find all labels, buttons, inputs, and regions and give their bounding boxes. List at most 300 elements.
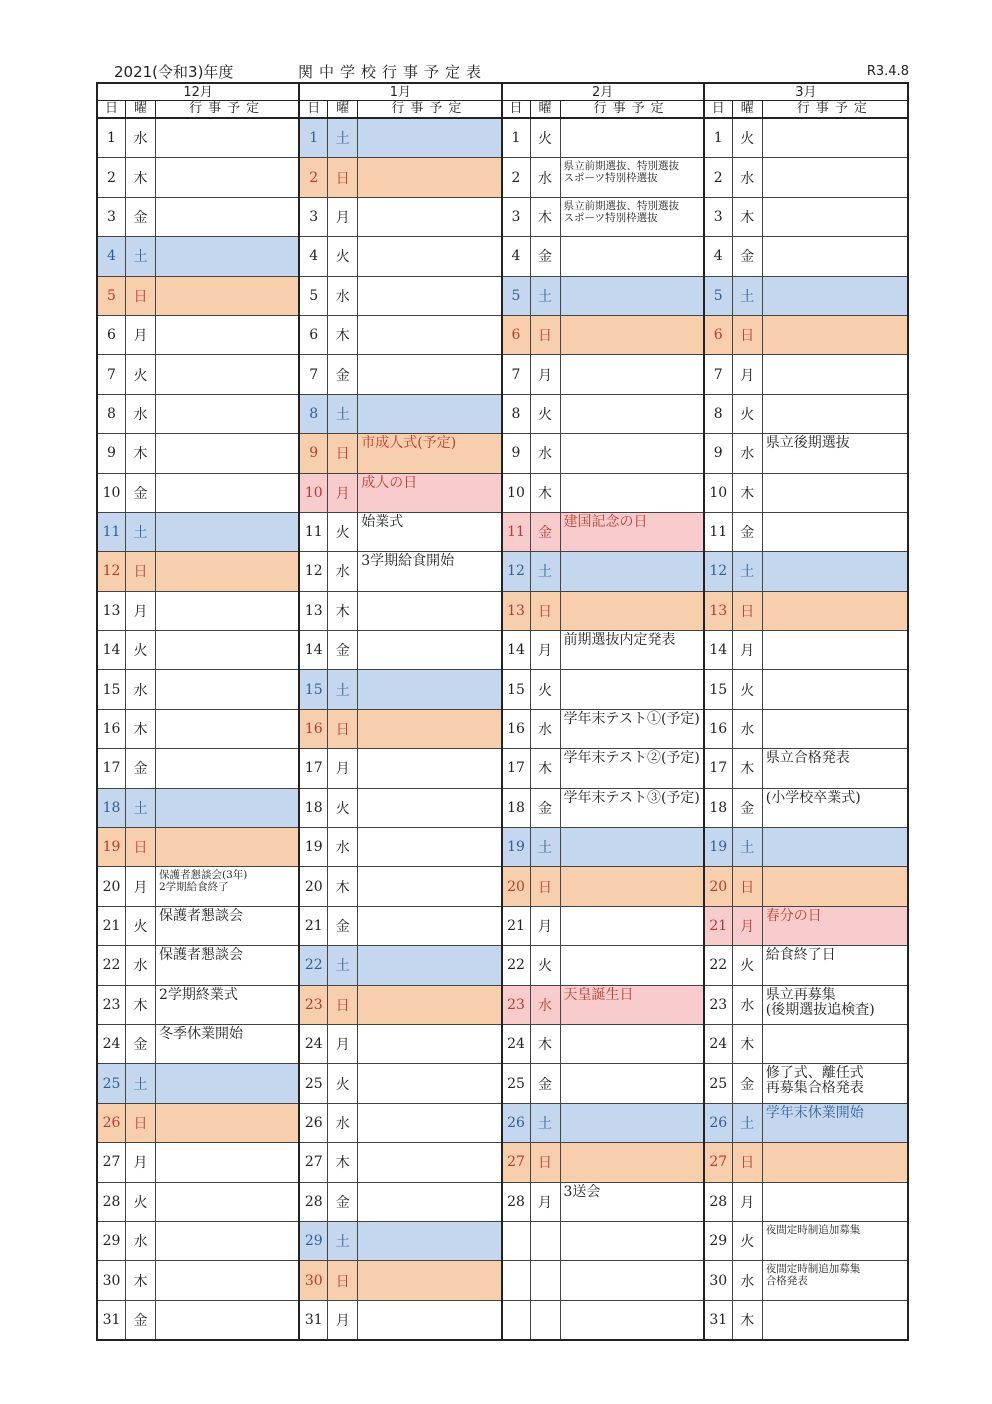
weekday: 水	[531, 986, 561, 1024]
day-number: 20	[300, 867, 328, 905]
day-row	[98, 1025, 298, 1064]
day-number: 23	[705, 986, 733, 1024]
weekday: 月	[531, 631, 561, 669]
event-text	[156, 749, 298, 787]
day-number: 28	[98, 1183, 126, 1221]
day-number	[503, 1301, 531, 1339]
day-number: 9	[503, 434, 531, 472]
weekday: 日	[328, 710, 358, 748]
weekday: 木	[126, 434, 156, 472]
day-row	[503, 710, 703, 749]
day-number: 27	[98, 1143, 126, 1181]
event-text	[358, 1104, 500, 1142]
weekday: 木	[531, 749, 561, 787]
day-row	[98, 789, 298, 828]
weekday: 日	[531, 867, 561, 905]
day-number: 16	[705, 710, 733, 748]
event-text	[358, 277, 500, 315]
day-number: 4	[98, 237, 126, 275]
day-number: 29	[705, 1222, 733, 1260]
day-number: 16	[300, 710, 328, 748]
day-row	[705, 474, 907, 513]
day-number: 21	[98, 907, 126, 945]
day-row	[503, 1025, 703, 1064]
day-row	[503, 1143, 703, 1182]
day-number: 7	[503, 355, 531, 393]
day-row	[98, 1261, 298, 1300]
weekday: 土	[733, 828, 763, 866]
event-text: 学年末テスト①(予定)	[563, 710, 700, 727]
day-rows	[98, 119, 298, 1339]
day-row	[705, 198, 907, 237]
event-text	[156, 1261, 298, 1299]
day-row	[705, 1104, 907, 1143]
day-row	[503, 395, 703, 434]
day-number: 6	[705, 316, 733, 354]
day-number: 24	[98, 1025, 126, 1063]
event-text: 3送会	[563, 1183, 601, 1200]
day-row	[705, 277, 907, 316]
weekday: 木	[328, 316, 358, 354]
weekday: 日	[328, 434, 358, 472]
weekday: 金	[328, 355, 358, 393]
weekday: 金	[733, 789, 763, 827]
weekday: 土	[328, 395, 358, 433]
day-number: 15	[98, 670, 126, 708]
weekday: 木	[126, 158, 156, 196]
day-number: 21	[705, 907, 733, 945]
event-text	[561, 1025, 703, 1063]
weekday: 日	[328, 158, 358, 196]
event-text: 成人の日	[361, 474, 418, 491]
day-number: 20	[98, 867, 126, 905]
day-number: 28	[705, 1183, 733, 1221]
day-row	[705, 1261, 907, 1300]
day-number: 18	[503, 789, 531, 827]
day-number: 17	[300, 749, 328, 787]
weekday: 月	[328, 1025, 358, 1063]
event-text	[561, 277, 703, 315]
day-number: 13	[98, 592, 126, 630]
event-text: 2学期終業式	[159, 986, 238, 1003]
weekday: 土	[733, 277, 763, 315]
day-row	[300, 710, 500, 749]
weekday: 水	[328, 552, 358, 590]
weekday: 土	[126, 789, 156, 827]
event-text: 天皇誕生日	[563, 986, 634, 1003]
weekday: 金	[328, 907, 358, 945]
day-header: 日	[503, 101, 531, 117]
day-row	[503, 749, 703, 788]
event-text	[763, 1183, 907, 1221]
day-number: 30	[98, 1261, 126, 1299]
day-number: 9	[705, 434, 733, 472]
day-row	[705, 986, 907, 1025]
weekday: 金	[328, 631, 358, 669]
event-text: 県立合格発表	[765, 750, 850, 767]
day-number: 21	[503, 907, 531, 945]
day-number: 31	[705, 1301, 733, 1339]
event-text: 春分の日	[765, 907, 822, 924]
day-row	[300, 670, 500, 709]
day-row	[705, 907, 907, 946]
weekday: 水	[126, 119, 156, 157]
event-text	[156, 1143, 298, 1181]
event-text	[358, 907, 500, 945]
weekday: 日	[531, 1143, 561, 1181]
day-number: 8	[705, 395, 733, 433]
weekday: 土	[126, 237, 156, 275]
event-text	[763, 670, 907, 708]
day-row	[98, 828, 298, 867]
event-text	[358, 1222, 500, 1260]
weekday: 火	[126, 631, 156, 669]
weekday	[531, 1261, 561, 1299]
weekday: 水	[531, 158, 561, 196]
day-row	[503, 986, 703, 1025]
day-number: 5	[705, 277, 733, 315]
weekday: 火	[126, 355, 156, 393]
day-row	[98, 237, 298, 276]
weekday: 月	[126, 316, 156, 354]
day-row	[300, 1183, 500, 1222]
event-text	[358, 1143, 500, 1181]
weekday: 日	[733, 867, 763, 905]
weekday: 土	[328, 946, 358, 984]
day-row	[705, 592, 907, 631]
day-row	[300, 1301, 500, 1339]
day-number: 10	[705, 474, 733, 512]
day-number: 8	[300, 395, 328, 433]
event-text	[561, 237, 703, 275]
event-text	[763, 592, 907, 630]
day-number: 1	[503, 119, 531, 157]
event-text: 前期選抜内定発表	[563, 632, 676, 649]
day-number: 11	[705, 513, 733, 551]
day-row	[300, 749, 500, 788]
day-number: 24	[503, 1025, 531, 1063]
weekday: 木	[126, 710, 156, 748]
weekday: 火	[733, 395, 763, 433]
event-text	[156, 1183, 298, 1221]
day-number: 5	[98, 277, 126, 315]
weekday: 日	[126, 1104, 156, 1142]
title-row	[96, 62, 909, 82]
day-row	[503, 1183, 703, 1222]
day-row	[503, 670, 703, 709]
event-text	[156, 828, 298, 866]
day-number: 19	[300, 828, 328, 866]
day-number: 4	[300, 237, 328, 275]
day-row	[98, 670, 298, 709]
weekday: 木	[733, 1025, 763, 1063]
day-row	[503, 907, 703, 946]
day-number: 22	[98, 946, 126, 984]
weekday: 日	[733, 1143, 763, 1181]
day-row	[705, 316, 907, 355]
weekday: 金	[531, 789, 561, 827]
event-text: (小学校卒業式)	[765, 789, 861, 806]
day-row	[503, 1064, 703, 1103]
day-number: 25	[98, 1064, 126, 1102]
weekday	[531, 1222, 561, 1260]
event-text	[561, 552, 703, 590]
day-number: 13	[503, 592, 531, 630]
events-header: 行事予定	[593, 101, 670, 116]
events-header: 行事予定	[391, 101, 468, 116]
event-text: 保護者懇談会	[159, 947, 243, 964]
day-row	[705, 1183, 907, 1222]
event-text	[358, 198, 500, 236]
weekday: 木	[328, 1143, 358, 1181]
event-text	[763, 198, 907, 236]
event-text	[763, 395, 907, 433]
weekday: 木	[531, 1025, 561, 1063]
day-number: 28	[503, 1183, 531, 1221]
event-text	[561, 1143, 703, 1181]
event-text	[763, 277, 907, 315]
day-row	[503, 277, 703, 316]
weekday: 水	[733, 158, 763, 196]
weekday: 火	[328, 237, 358, 275]
event-text	[358, 789, 500, 827]
day-row	[503, 1301, 703, 1339]
day-number: 13	[705, 592, 733, 630]
weekday: 日	[531, 316, 561, 354]
day-number: 10	[300, 474, 328, 512]
event-text: 保護者懇談会	[159, 907, 243, 924]
event-text	[561, 1301, 703, 1339]
event-text	[561, 355, 703, 393]
event-text: 県立前期選抜、特別選抜 スポーツ特別枠選抜	[563, 160, 679, 185]
day-number: 5	[300, 277, 328, 315]
day-row	[705, 1301, 907, 1339]
weekday: 金	[733, 1064, 763, 1102]
event-text	[561, 395, 703, 433]
day-number: 25	[503, 1064, 531, 1102]
weekday: 木	[531, 474, 561, 512]
event-text: 学年末テスト②(予定)	[563, 750, 700, 767]
day-number: 27	[705, 1143, 733, 1181]
day-number: 30	[300, 1261, 328, 1299]
weekday: 土	[531, 828, 561, 866]
day-row	[705, 631, 907, 670]
day-number: 2	[300, 158, 328, 196]
weekday: 月	[531, 1183, 561, 1221]
day-row	[300, 828, 500, 867]
day-row	[300, 592, 500, 631]
weekday: 日	[733, 316, 763, 354]
event-text	[156, 434, 298, 472]
day-row	[98, 119, 298, 158]
weekday: 火	[733, 670, 763, 708]
event-text	[358, 710, 500, 748]
day-row	[300, 277, 500, 316]
weekday: 水	[126, 1222, 156, 1260]
event-text: 保護者懇談会(3年) 2学期給食終了	[159, 869, 248, 894]
day-number: 16	[503, 710, 531, 748]
day-number: 24	[300, 1025, 328, 1063]
weekday: 月	[328, 474, 358, 512]
event-text	[358, 670, 500, 708]
day-number: 15	[503, 670, 531, 708]
day-row	[503, 198, 703, 237]
day-row	[300, 158, 500, 197]
event-text	[156, 513, 298, 551]
event-text	[561, 907, 703, 945]
event-text	[358, 1261, 500, 1299]
event-text	[763, 867, 907, 905]
event-text	[358, 316, 500, 354]
day-number: 4	[705, 237, 733, 275]
day-row	[503, 1261, 703, 1300]
day-row	[98, 1301, 298, 1339]
day-row	[705, 355, 907, 394]
day-number: 31	[98, 1301, 126, 1339]
event-text	[358, 1025, 500, 1063]
day-row	[98, 1183, 298, 1222]
event-text	[358, 1301, 500, 1339]
event-text	[561, 1261, 703, 1299]
weekday: 火	[733, 119, 763, 157]
day-row	[503, 946, 703, 985]
day-number: 19	[98, 828, 126, 866]
day-number: 26	[300, 1104, 328, 1142]
event-text	[763, 513, 907, 551]
day-row	[705, 670, 907, 709]
event-text	[156, 237, 298, 275]
day-row	[300, 395, 500, 434]
day-row	[705, 1222, 907, 1261]
month-column-2	[300, 84, 502, 1339]
weekday: 土	[328, 119, 358, 157]
day-row	[705, 789, 907, 828]
event-text	[358, 119, 500, 157]
event-text	[561, 1064, 703, 1102]
day-number: 16	[98, 710, 126, 748]
day-number: 28	[300, 1183, 328, 1221]
weekday: 火	[328, 789, 358, 827]
weekday: 土	[531, 552, 561, 590]
weekday: 日	[531, 592, 561, 630]
weekday-header: 曜	[328, 101, 358, 117]
day-row	[98, 316, 298, 355]
day-row	[98, 434, 298, 473]
day-row	[503, 1104, 703, 1143]
day-number: 23	[503, 986, 531, 1024]
day-number: 11	[98, 513, 126, 551]
weekday: 金	[531, 1064, 561, 1102]
event-text: 3学期給食開始	[361, 553, 455, 570]
weekday	[531, 1301, 561, 1339]
weekday: 土	[531, 1104, 561, 1142]
column-headers	[503, 101, 703, 119]
day-row	[705, 946, 907, 985]
day-number	[503, 1222, 531, 1260]
weekday: 月	[328, 749, 358, 787]
weekday: 土	[126, 1064, 156, 1102]
day-header: 日	[98, 101, 126, 117]
column-headers	[705, 101, 907, 119]
day-number: 8	[98, 395, 126, 433]
weekday: 金	[126, 1301, 156, 1339]
event-text	[763, 1143, 907, 1181]
event-text: 給食終了日	[765, 947, 836, 964]
day-number: 2	[503, 158, 531, 196]
weekday: 日	[126, 552, 156, 590]
day-row	[300, 434, 500, 473]
month-title: 12月	[98, 84, 298, 101]
weekday: 月	[733, 1183, 763, 1221]
day-row	[98, 198, 298, 237]
day-row	[300, 946, 500, 985]
day-number: 7	[705, 355, 733, 393]
day-row	[300, 119, 500, 158]
weekday: 日	[328, 986, 358, 1024]
event-text	[156, 198, 298, 236]
day-row	[705, 434, 907, 473]
day-row	[98, 907, 298, 946]
event-text	[358, 749, 500, 787]
day-number: 11	[300, 513, 328, 551]
day-number: 17	[705, 749, 733, 787]
weekday: 木	[733, 474, 763, 512]
day-number: 21	[300, 907, 328, 945]
day-row	[300, 316, 500, 355]
event-text	[156, 355, 298, 393]
day-number: 26	[503, 1104, 531, 1142]
weekday: 水	[733, 434, 763, 472]
event-text: 夜間定時制追加募集	[765, 1223, 861, 1236]
day-row	[705, 1143, 907, 1182]
weekday: 日	[126, 277, 156, 315]
weekday-header: 曜	[126, 101, 156, 117]
day-number: 12	[705, 552, 733, 590]
weekday: 土	[733, 552, 763, 590]
day-row	[300, 907, 500, 946]
day-row	[503, 552, 703, 591]
event-text	[358, 946, 500, 984]
weekday: 金	[733, 513, 763, 551]
day-number: 3	[503, 198, 531, 236]
day-number: 6	[300, 316, 328, 354]
day-number: 14	[503, 631, 531, 669]
events-header: 行事予定	[189, 101, 266, 116]
event-text	[156, 1104, 298, 1142]
event-text	[156, 316, 298, 354]
event-text	[358, 986, 500, 1024]
event-text: 冬季休業開始	[159, 1025, 243, 1042]
day-number: 15	[300, 670, 328, 708]
weekday: 火	[531, 119, 561, 157]
event-text: 県立前期選抜、特別選抜 スポーツ特別枠選抜	[563, 199, 679, 224]
weekday: 土	[733, 1104, 763, 1142]
event-text	[561, 946, 703, 984]
day-row	[503, 119, 703, 158]
day-header: 日	[300, 101, 328, 117]
event-text	[763, 158, 907, 196]
day-row	[705, 395, 907, 434]
weekday: 金	[126, 198, 156, 236]
day-number: 9	[300, 434, 328, 472]
day-rows	[705, 119, 907, 1339]
day-row	[705, 828, 907, 867]
day-number: 1	[705, 119, 733, 157]
event-text	[156, 1064, 298, 1102]
event-text: 夜間定時制追加募集 合格発表	[765, 1263, 861, 1288]
event-text	[156, 710, 298, 748]
day-number: 27	[503, 1143, 531, 1181]
